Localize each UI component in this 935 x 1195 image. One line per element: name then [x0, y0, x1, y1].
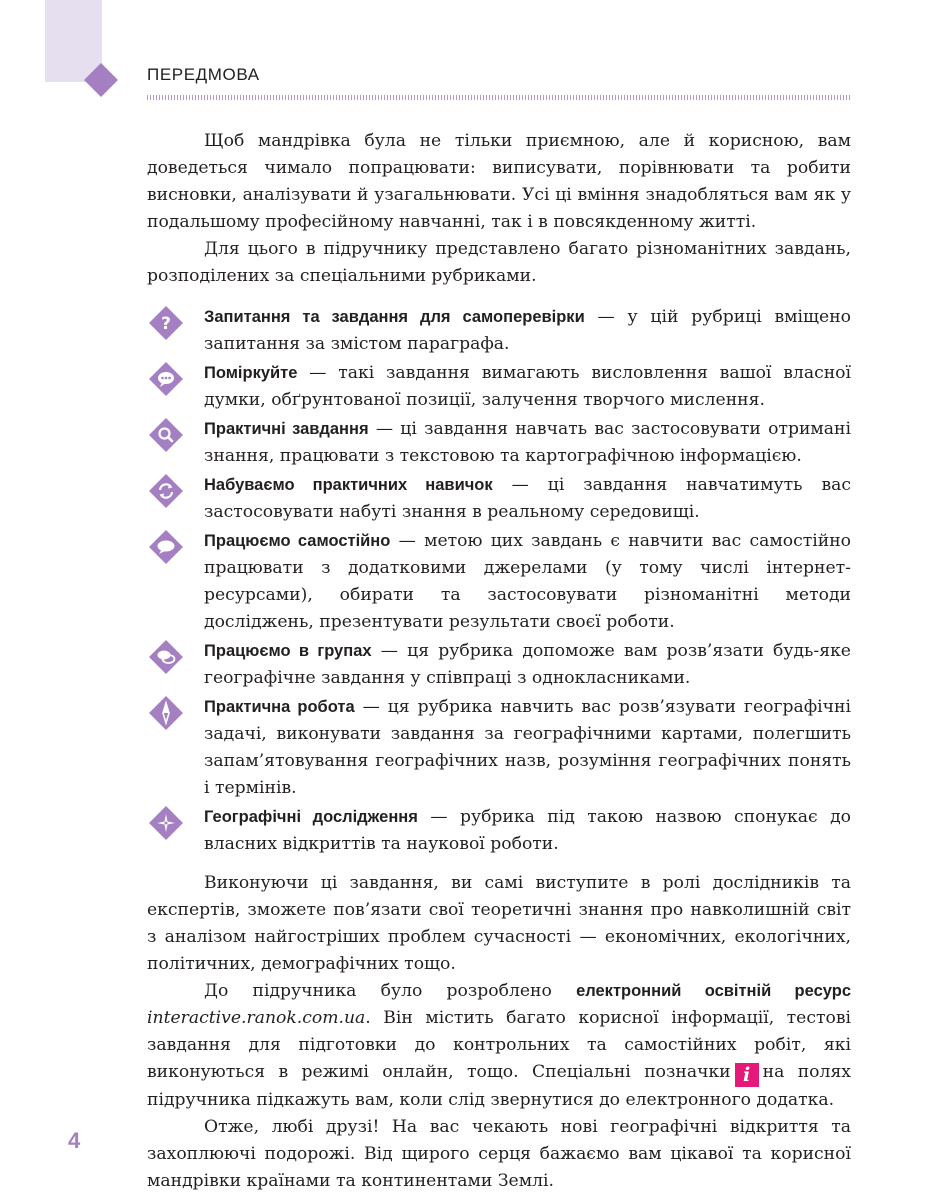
rubric-term: Поміркуйте: [204, 364, 298, 382]
svg-text:?: ?: [161, 314, 171, 334]
rubric-term: Практична робота: [204, 698, 355, 716]
p2-middle: . Він містить багато корисної інформації, тестові завдання для підготовки до контрольних та самостійних робіт, які виконуються в режимі онлайн, тощо. Спеціальні позначки: [147, 1008, 851, 1082]
question-icon: [149, 306, 183, 340]
compass-rose-icon: [149, 806, 183, 840]
resource-term: електронний освітній ресурс: [576, 982, 851, 1000]
rubric-item: [147, 528, 851, 636]
header-dotted-rule: [147, 95, 851, 100]
outro-paragraph-2: [147, 978, 851, 1114]
p2-end: на полях підручника підкажуть вам, коли слід звернутися до електронного додатка.: [147, 1062, 851, 1110]
rubric-term: Географічні дослідження: [204, 808, 418, 826]
rubric-item: [147, 360, 851, 414]
rubric-item: [147, 638, 851, 692]
rubric-text: — ця рубрика навчить вас розв’язувати географічні задачі, виконувати завдання за географічними картами, полегшить запам’ятовування географічних назв, розуміння географічних понять і термінів.: [204, 697, 851, 798]
group-bubbles-icon: [149, 640, 183, 674]
speech-bubble-icon: [149, 530, 183, 564]
rubric-item: [147, 694, 851, 802]
magnifier-icon: [149, 418, 183, 452]
compass-needle-icon: [149, 696, 183, 730]
section-title: ПЕРЕДМОВА: [147, 65, 260, 84]
speech-bubble-dots-icon: [149, 362, 183, 396]
resource-url: interactive.ranok.com.ua: [147, 1008, 366, 1028]
outro-paragraph-3: Отже, любі друзі! На вас чекають нові географічні відкриття та захоплюючі подорожі. Від щирого серця бажаємо вам цікавої та корисної мандрівки країнами та континентами Землі.: [147, 1117, 851, 1191]
refresh-arrows-icon: [149, 474, 183, 508]
rubric-item: [147, 472, 851, 526]
page-content: [147, 128, 851, 1195]
p2-start: До підручника було розроблено: [204, 981, 577, 1001]
rubric-text: — ці завдання навчать вас застосовувати отримані знання, працювати з текстовою та картографічною інформацією.: [204, 419, 851, 466]
rubric-text: — ці завдання навчатимуть вас застосовувати набуті знання в реальному середовищі.: [204, 475, 851, 522]
rubric-term: Набуваємо практичних навичок: [204, 476, 493, 494]
rubric-item: [147, 304, 851, 358]
rubric-term: Практичні завдання: [204, 420, 369, 438]
outro-paragraph-1: Виконуючи ці завдання, ви самі виступите в ролі дослідників та експертів, зможете пов’язати свої теоретичні знання про навколишній світ з аналізом найгостріших проблем сучасності — економічних, екологічних, політичних, демографічних тощо.: [147, 873, 851, 974]
rubric-text: — у цій рубриці вміщено запитання за змістом параграфа.: [204, 307, 852, 354]
rubric-item: [147, 804, 851, 858]
page-number: 4: [68, 1128, 81, 1153]
rubric-text: — рубрика під такою назвою спонукає до власних відкриттів та наукової роботи.: [204, 807, 852, 854]
intro-paragraph-1: Щоб мандрівка була не тільки приємною, але й корисною, вам доведеться чимало попрацювати: виписувати, порівнювати та робити висновки, аналізувати й узагальнювати. Усі ці вміння знадобляться вам як у подальшому професійному навчанні, так і в повсякденному житті.: [147, 131, 851, 232]
rubric-text: — метою цих завдань є навчити вас самостійно працювати з додатковими джерелами (у тому числі інтернет-ресурсами), обирати та застосовувати різноманітні методи досліджень, презентувати результати своєї роботи.: [204, 531, 852, 632]
rubric-term: Запитання та завдання для самоперевірки: [204, 308, 585, 326]
info-badge-icon: i: [735, 1063, 759, 1087]
rubric-text: — ця рубрика допоможе вам розв’язати будь-яке географічне завдання у співпраці з однокласниками.: [204, 641, 851, 688]
rubric-term: Працюємо в групах: [204, 642, 372, 660]
rubric-list: [147, 304, 851, 858]
rubric-text: — такі завдання вимагають висловлення вашої власної думки, обґрунтованої позиції, залучення творчого мислення.: [204, 363, 851, 410]
rubric-term: Працюємо самостійно: [204, 532, 391, 550]
intro-paragraph-2: Для цього в підручнику представлено багато різноманітних завдань, розподілених за спеціальними рубриками.: [147, 239, 851, 286]
rubric-item: [147, 416, 851, 470]
